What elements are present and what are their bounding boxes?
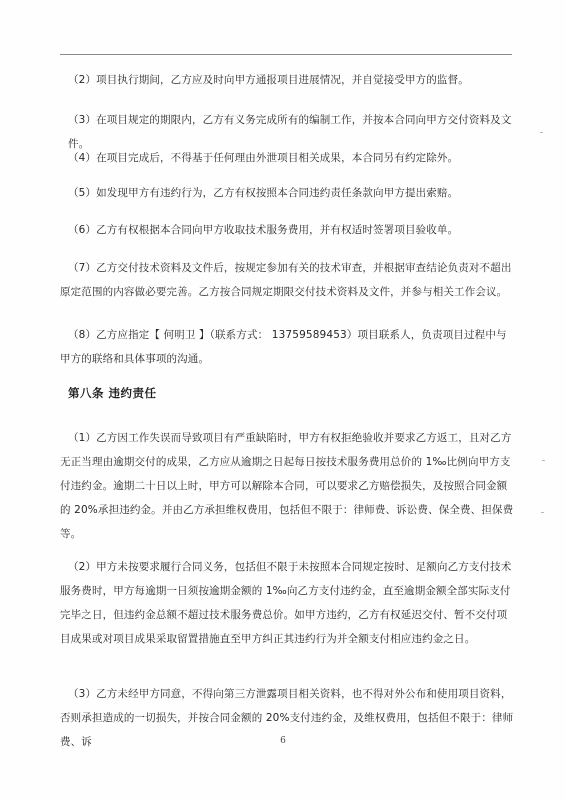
clause-7-item-8: （8）乙方应指定【 何明卫 】（联系方式： 13759589453）项目联系人，负责项目过程中与甲方的联络和具体事项的沟通。 [60,329,507,365]
article-8-item-2: （2）甲方未按要求履行合同义务，包括但不限于未按照本合同规定按时、足额向乙方支付技术服务费时，甲方每逾期一日须按逾期金额的 1‰向乙方支付违约金，直至逾期金额全部实际支付完毕之日，但违约金总额不超过技术服务费总价。如甲方违约，乙方有权延迟交付、暂不交付项目成果或对项目成果采取留置措施直至甲方纠正其违约行为并全额支付相应违约金之日。 [60,561,512,645]
article-8-heading: 第八条 违约责任 [68,386,157,400]
clause-7-item-5: （5）如发现甲方有违约行为，乙方有权按照本合同违约责任条款向甲方提出索赔。 [68,187,459,199]
clause-7-item-4: （4）在项目完成后，不得基于任何理由外泄项目相关成果，本合同另有约定除外。 [68,152,459,164]
scan-speck [541,512,544,513]
scan-speck [542,460,545,461]
clause-7-item-3: （3）在项目规定的期限内，乙方有义务完成所有的编制工作，并按本合同向甲方交付资料及文件。 [68,114,512,150]
article-8-item-3: （3）乙方未经甲方同意，不得向第三方泄露项目相关资料，也不得对外公布和使用项目资料，否则承担造成的一切损失，并按合同金额的 20%支付违约金，及维权费用，包括但不限于：律师费、诉 [60,688,514,748]
clause-7-item-7: （7）乙方交付技术资料及文件后，按规定参加有关的技术审查，并根据审查结论负责对不超出原定范围的内容做必要完善。乙方按合同规定期限交付技术资料及文件，并参与相关工作会议。 [60,262,512,298]
page-number: 6 [280,736,286,746]
article-8-item-1: （1）乙方因工作失误而导致项目有严重缺陷时，甲方有权拒绝验收并要求乙方返工，且对乙方无正当理由逾期交付的成果，乙方应从逾期之日起每日按技术服务费用总价的 1‰比例向甲方支付违约金。逾期二十日以上时，甲方可以解除本合同，可以要求乙方赔偿损失，及按照合同金额的 20%承担违约金。并由乙方承担维权费用，包括但不限于：律师费、诉讼费、保全费、担保费等。 [60,432,514,540]
header-rule [60,54,512,55]
scan-speck [540,132,543,133]
clause-7-item-2: （2）项目执行期间，乙方应及时向甲方通报项目进展情况，并自觉接受甲方的监督。 [68,74,469,86]
clause-7-item-6: （6）乙方有权根据本合同向甲方收取技术服务费用，并有权适时签署项目验收单。 [68,224,459,236]
